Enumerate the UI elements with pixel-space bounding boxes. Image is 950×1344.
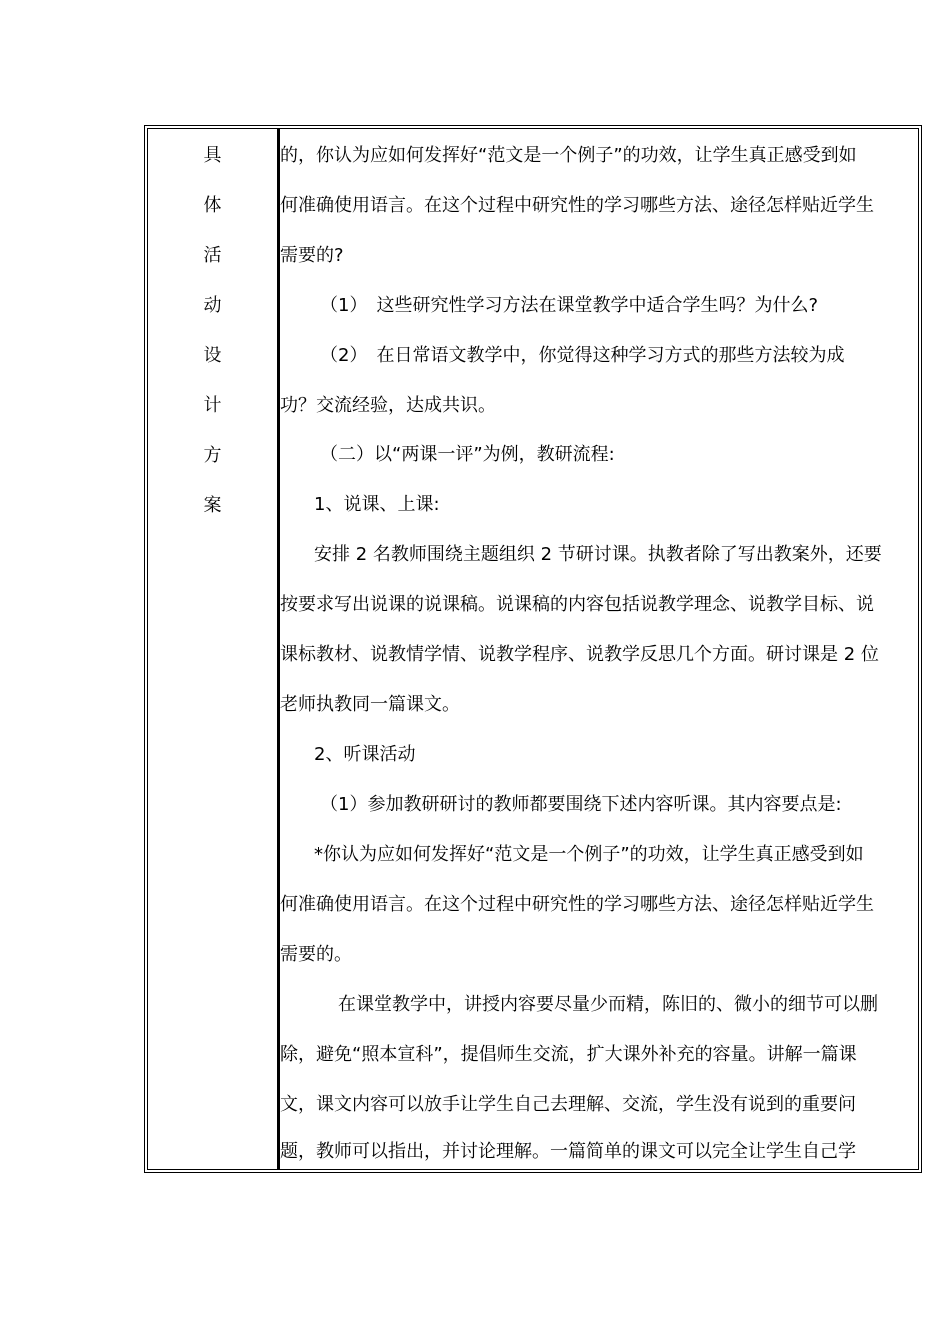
label-char: 设: [203, 345, 222, 366]
text-line: 功？交流经验，达成共识。: [280, 395, 496, 416]
label-char: 具: [203, 145, 222, 166]
text-line: 1、说课、上课:: [314, 494, 440, 515]
text-line: 老师执教同一篇课文。: [280, 694, 460, 715]
text-line: 在课堂教学中，讲授内容要尽量少而精，陈旧的、微小的细节可以删: [338, 994, 878, 1015]
text-line: 安排 2 名教师围绕主题组织 2 节研讨课。执教者除了写出教案外，还要: [314, 544, 882, 565]
text-line: （1）参加教研研讨的教师都要围绕下述内容听课。其内容要点是:: [320, 794, 842, 815]
text-line: （1） 这些研究性学习方法在课堂教学中适合学生吗？为什么?: [320, 295, 819, 316]
text-line: 需要的?: [280, 245, 344, 266]
text-line: 的，你认为应如何发挥好“范文是一个例子”的功效，让学生真正感受到如: [280, 145, 857, 166]
text-line: 何准确使用语言。在这个过程中研究性的学习哪些方法、途径怎样贴近学生: [280, 894, 874, 915]
label-char: 计: [203, 395, 222, 416]
text-line: （二）以“两课一评”为例，教研流程:: [320, 444, 615, 465]
label-char: 动: [203, 295, 222, 316]
text-line: 文，课文内容可以放手让学生自己去理解、交流，学生没有说到的重要问: [280, 1094, 856, 1115]
text-line: 课标教材、说教情学情、说教学程序、说教学反思几个方面。研讨课是 2 位: [280, 644, 879, 665]
text-line: 题，教师可以指出，并讨论理解。一篇简单的课文可以完全让学生自己学: [280, 1141, 856, 1162]
label-char: 案: [203, 495, 222, 516]
activity-design-table: [144, 125, 922, 1173]
table-inner-border: [147, 128, 919, 1170]
text-line: 何准确使用语言。在这个过程中研究性的学习哪些方法、途径怎样贴近学生: [280, 195, 874, 216]
text-line: 按要求写出说课的说课稿。说课稿的内容包括说教学理念、说教学目标、说: [280, 594, 874, 615]
label-char: 活: [203, 245, 222, 266]
text-line: *你认为应如何发挥好“范文是一个例子”的功效，让学生真正感受到如: [314, 844, 864, 865]
text-line: 2、听课活动: [314, 744, 416, 765]
label-char: 方: [203, 445, 222, 466]
text-line: 除，避免“照本宣科”，提倡师生交流，扩大课外补充的容量。讲解一篇课: [280, 1044, 857, 1065]
text-line: 需要的。: [280, 944, 352, 965]
text-line: （2） 在日常语文教学中，你觉得这种学习方式的那些方法较为成: [320, 345, 845, 366]
label-char: 体: [203, 195, 222, 216]
